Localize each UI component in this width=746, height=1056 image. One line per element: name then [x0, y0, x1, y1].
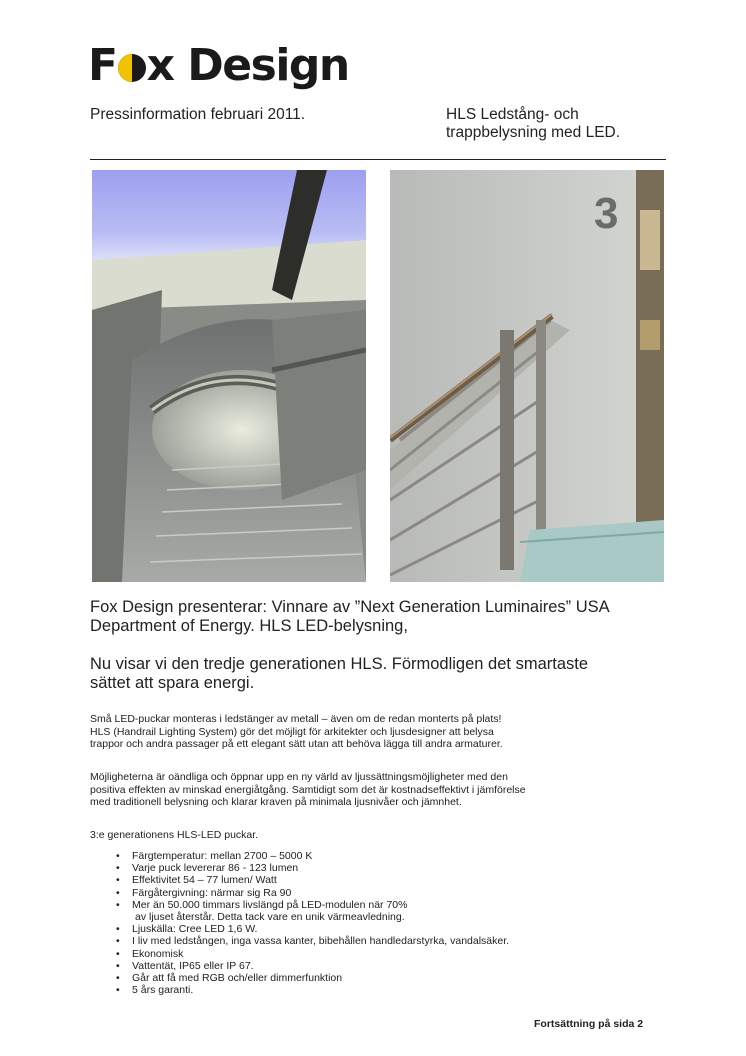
stair-photo-left: [92, 170, 366, 582]
list-item: • Färgåtergivning: närmar sig Ra 90: [116, 887, 509, 899]
list-item: • Går att få med RGB och/eller dimmerfunktion: [116, 972, 509, 984]
list-item: • Effektivitet 54 – 77 lumen/ Watt: [116, 874, 509, 886]
list-item: • Färgtemperatur: mellan 2700 – 5000 K: [116, 850, 509, 862]
list-item: • Varje puck levererar 86 - 123 lumen: [116, 862, 509, 874]
body-paragraph-1: [90, 713, 690, 751]
lead-line-3: Nu visar vi den tredje generationen HLS. Förmodligen det smartaste: [90, 655, 589, 673]
press-info-date: Pressinformation februari 2011.: [90, 106, 306, 123]
lead-paragraph-1: [90, 598, 690, 636]
lead-line-4: sättet att spara energi.: [90, 674, 255, 692]
paragraph-line: trappor och andra passager på ett elegant sätt utan att behöva lägga till andra armaturer.: [90, 738, 503, 750]
paragraph-line: positiva effekten av minskad energiåtgång. Samtidigt som det är kostnadseffektivt i jämförelse: [90, 783, 526, 796]
list-item: • Ekonomisk: [116, 948, 509, 960]
continued-on-page-2: Fortsättning på sida 2: [534, 1018, 644, 1030]
list-item: • Mer än 50.000 timmars livslängd på LED-modulen när 70% av ljuset återstår. Detta tack vare en unik värmeavledning.: [116, 899, 509, 923]
lead-line-1: Fox Design presenterar: Vinnare av ”Next Generation Luminaires” USA: [90, 598, 610, 616]
lead-paragraph-2: [90, 655, 690, 693]
spec-list: [116, 850, 509, 996]
press-title-line-2: trappbelysning med LED.: [446, 124, 621, 141]
list-item-continuation: av ljuset återstår. Detta tack vare en unik värmeavledning.: [135, 911, 405, 924]
floor-number-3: 3: [594, 189, 619, 238]
list-item: • I liv med ledstången, inga vassa kanter, bibehållen handledarstyrka, vandalsäker.: [116, 935, 509, 947]
paragraph-line: Små LED-puckar monteras i ledstänger av metall – även om de redan monterts på plats!: [90, 713, 502, 725]
press-title-line-1: HLS Ledstång- och: [446, 106, 579, 123]
press-title: [446, 106, 620, 142]
logo-o-mark-icon: [118, 54, 146, 82]
paragraph-line: HLS (Handrail Lighting System) gör det möjligt för arkitekter och ljusdesigner att belysa: [90, 725, 494, 738]
header-rule: [90, 159, 666, 160]
body-paragraph-3: 3:e generationens HLS-LED puckar.: [90, 829, 259, 841]
paragraph-line: med traditionell belysning och klarar kraven på minimala ljusnivåer och jämnhet.: [90, 796, 462, 808]
lead-line-2: Department of Energy. HLS LED-belysning,: [90, 617, 408, 635]
list-item: • 5 års garanti.: [116, 984, 509, 996]
list-item: • Ljuskälla: Cree LED 1,6 W.: [116, 923, 509, 935]
body-paragraph-2: [90, 771, 690, 809]
list-item: • Vattentät, IP65 eller IP 67.: [116, 960, 509, 972]
handrail-photo-right: [390, 170, 664, 582]
fox-design-logo: F x Design: [88, 40, 349, 91]
paragraph-line: Möjligheterna är oändliga och öppnar upp en ny värld av ljussättningsmöjligheter med den: [90, 771, 508, 783]
